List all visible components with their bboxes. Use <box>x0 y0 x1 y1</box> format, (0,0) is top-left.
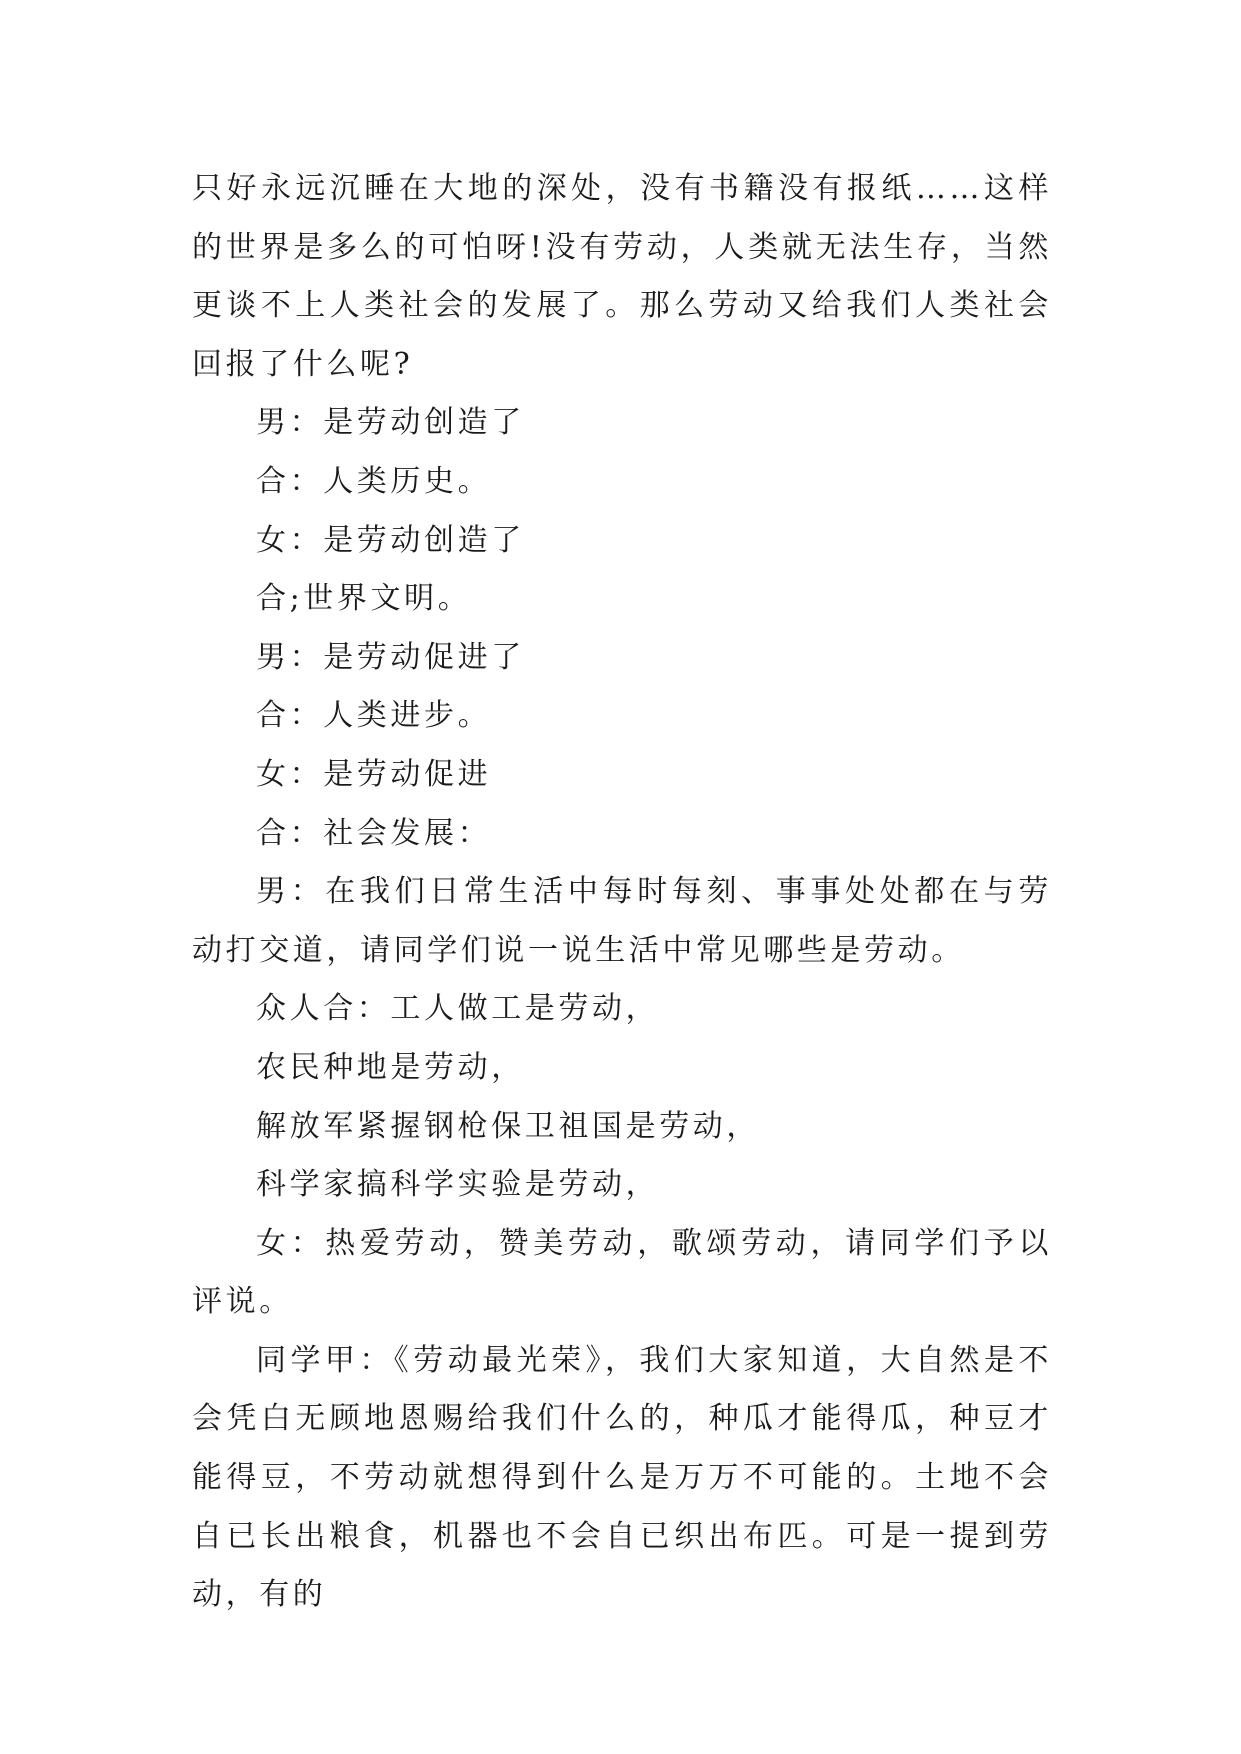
paragraph: 科学家搞科学实验是劳动， <box>256 1167 660 1203</box>
paragraph: 合：人类进步。 <box>256 698 492 734</box>
paragraph: 男：是劳动创造了 <box>256 405 525 441</box>
paragraph: 合：人类历史。 <box>256 463 492 499</box>
paragraph: 同学甲：《劳动最光荣》，我们大家知道，大自然是不会凭白无顾地恩赐给我们什么的，种瓜才能得瓜，种豆才能得豆，不劳动就想得到什么是万万不可能的。土地不会自已长出粮食，机器也不会自已织出布匹。可是一提到劳动，有的 <box>192 1342 1052 1613</box>
paragraph: 只好永远沉睡在大地的深处，没有书籍没有报纸……这样的世界是多么的可怕呀!没有劳动，人类就无法生存，当然更谈不上人类社会的发展了。那么劳动又给我们人类社会回报了什么呢? <box>192 171 1052 382</box>
paragraph: 女：是劳动促进 <box>256 756 492 792</box>
paragraph: 合：社会发展： <box>256 815 492 851</box>
paragraph: 男：在我们日常生活中每时每刻、事事处处都在与劳动打交道，请同学们说一说生活中常见哪些是劳动。 <box>192 874 1052 968</box>
paragraph: 众人合：工人做工是劳动， <box>256 991 660 1027</box>
document-body <box>192 160 1052 1625</box>
paragraph: 解放军紧握钢枪保卫祖国是劳动， <box>256 1108 760 1144</box>
paragraph: 农民种地是劳动， <box>256 1049 525 1085</box>
paragraph: 女：热爱劳动，赞美劳动，歌颂劳动，请同学们予以评说。 <box>192 1225 1052 1320</box>
paragraph: 合;世界文明。 <box>256 581 472 617</box>
paragraph: 男：是劳动促进了 <box>256 639 525 675</box>
paragraph: 女：是劳动创造了 <box>256 522 525 558</box>
